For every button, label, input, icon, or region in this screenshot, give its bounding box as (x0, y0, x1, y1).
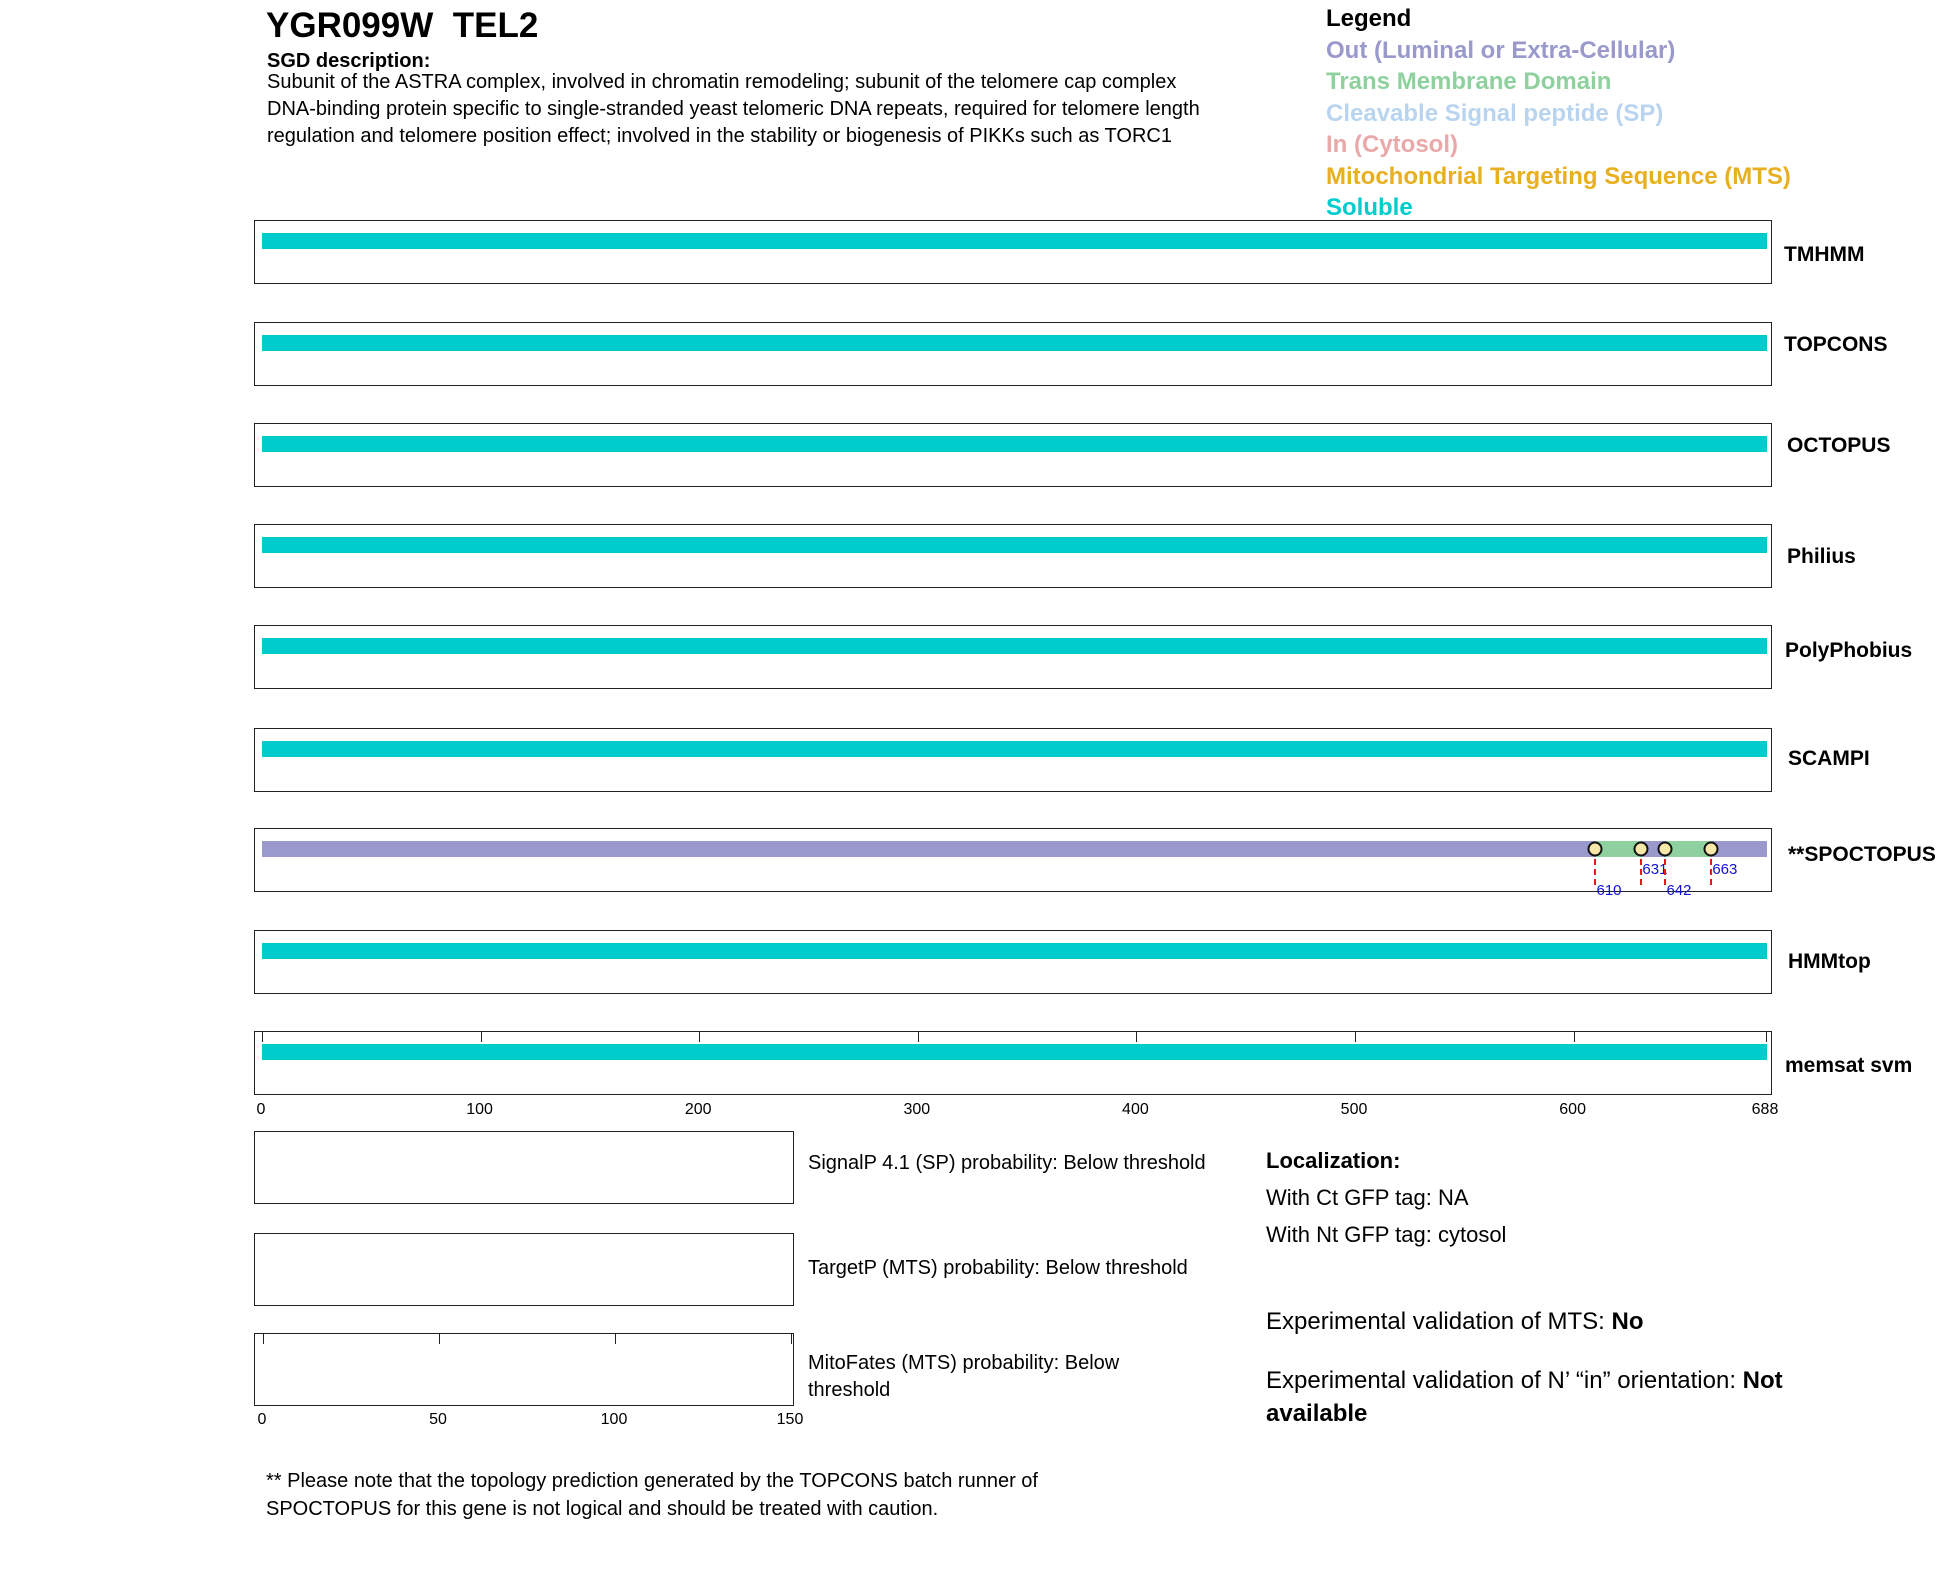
track-box (254, 423, 1772, 487)
boundary-marker (1588, 842, 1603, 857)
legend-title: Legend (1326, 5, 1412, 32)
track-label: SCAMPI (1788, 747, 1870, 770)
orientation-validation-label: Experimental validation of N’ “in” orientation: (1266, 1367, 1743, 1394)
localization-nt: With Nt GFP tag: cytosol (1266, 1222, 1507, 1247)
track-box (254, 828, 1772, 899)
track-bar (262, 233, 1767, 249)
axis-tick (1766, 1032, 1767, 1042)
axis-tick (263, 1334, 264, 1344)
axis-tick (918, 1032, 919, 1042)
axis-tick (615, 1334, 616, 1344)
axis-tick (699, 1032, 700, 1042)
legend-item-mts: Mitochondrial Targeting Sequence (MTS) (1326, 163, 1791, 190)
track-segment-out (262, 841, 1596, 857)
axis-tick (1574, 1032, 1575, 1042)
boundary-marker (1658, 842, 1673, 857)
mts-validation-label: Experimental validation of MTS: (1266, 1308, 1612, 1335)
track-bar (262, 841, 1767, 899)
boundary-position-label: 631 (1642, 861, 1668, 878)
boundary-position-label: 610 (1596, 882, 1622, 899)
localization-ct: With Ct GFP tag: NA (1266, 1185, 1469, 1210)
axis-tick (1136, 1032, 1137, 1042)
legend-item-soluble: Soluble (1326, 194, 1413, 221)
track-segment-soluble (262, 233, 1767, 249)
track-bar (262, 1044, 1767, 1060)
mts-validation (1266, 1305, 1826, 1338)
axis-tick-label: 100 (466, 1101, 493, 1118)
mitofates-plot (254, 1333, 794, 1406)
axis-tick-label: 500 (1340, 1101, 1368, 1118)
track-label: Philius (1787, 545, 1856, 568)
localization-heading: Localization: (1266, 1148, 1401, 1173)
track-bar (262, 943, 1767, 959)
axis-tick-label: 50 (429, 1411, 447, 1428)
track-segment-soluble (262, 335, 1767, 351)
track-box (254, 728, 1772, 792)
track-label: TMHMM (1784, 243, 1865, 266)
track-box (254, 625, 1772, 689)
boundary-position-label: 663 (1712, 861, 1738, 878)
axis-tick (439, 1334, 440, 1344)
track-label: memsat svm (1785, 1054, 1913, 1077)
sgd-description-heading: SGD description: (267, 50, 431, 72)
footnote: ** Please note that the topology prediction generated by the TOPCONS batch runner of SPOCTOPUS for this gene is not logical and should be treated with caution. (266, 1470, 1038, 1520)
axis-tick-label: 150 (776, 1411, 804, 1428)
track-box (254, 220, 1772, 284)
signalp-label: SignalP 4.1 (SP) probability: Below threshold (808, 1152, 1206, 1174)
targetp-label: TargetP (MTS) probability: Below threshold (808, 1257, 1188, 1279)
track-box (254, 524, 1772, 588)
axis-tick-label: 200 (684, 1101, 712, 1118)
axis-tick-label: 600 (1559, 1101, 1586, 1118)
sgd-description-line: DNA-binding protein specific to single-stranded yeast telomeric DNA repeats, required for telomere length (267, 98, 1200, 120)
legend-item-tm: Trans Membrane Domain (1326, 68, 1612, 95)
track-label: OCTOPUS (1787, 434, 1891, 457)
mts-validation-value: No (1611, 1308, 1644, 1335)
track-segment-soluble (262, 1044, 1767, 1060)
track-label: HMMtop (1788, 950, 1871, 973)
track-box (254, 1031, 1772, 1095)
track-segment-soluble (262, 638, 1767, 654)
signalp-plot (254, 1131, 794, 1204)
axis-tick (481, 1032, 482, 1042)
track-bar (262, 335, 1767, 351)
track-segment-soluble (262, 436, 1767, 452)
legend-item-sp: Cleavable Signal peptide (SP) (1326, 100, 1664, 127)
legend-item-out: Out (Luminal or Extra-Cellular) (1326, 37, 1676, 64)
track-segment-soluble (262, 943, 1767, 959)
axis-tick (791, 1334, 792, 1344)
orientation-validation (1266, 1364, 1826, 1430)
track-label: **SPOCTOPUS (1788, 843, 1936, 866)
track-label: PolyPhobius (1785, 639, 1913, 662)
track-label: TOPCONS (1784, 333, 1888, 356)
track-segment-out (1712, 841, 1767, 857)
sgd-description-line: Subunit of the ASTRA complex, involved in chromatin remodeling; subunit of the telomere cap complex (267, 71, 1177, 93)
axis-tick-label: 300 (903, 1101, 931, 1118)
axis-tick (262, 1032, 263, 1042)
track-bar (262, 741, 1767, 757)
boundary-marker (1634, 842, 1649, 857)
track-box (254, 930, 1772, 994)
boundary-marker (1704, 842, 1719, 857)
axis-tick-label: 0 (257, 1411, 267, 1428)
legend-item-in: In (Cytosol) (1326, 131, 1458, 158)
track-segment-soluble (262, 537, 1767, 553)
axis-tick-label: 400 (1122, 1101, 1149, 1118)
track-bar (262, 537, 1767, 553)
track-bar (262, 638, 1767, 654)
axis-tick (1355, 1032, 1356, 1042)
mitofates-label: MitoFates (MTS) probability: Below threshold (808, 1352, 1120, 1401)
sgd-description-line: regulation and telomere position effect; involved in the stability or biogenesis of PIKKs such as TORC1 (267, 125, 1172, 147)
orientation-validation-value: Not available (1266, 1367, 1783, 1427)
axis-tick-label: 0 (256, 1101, 266, 1118)
track-box (254, 322, 1772, 386)
gene-title: YGR099W TEL2 (266, 6, 539, 45)
targetp-plot (254, 1233, 794, 1306)
axis-tick-label: 100 (600, 1411, 628, 1428)
axis-tick-label: 688 (1751, 1101, 1779, 1118)
boundary-position-label: 642 (1666, 882, 1692, 899)
track-segment-soluble (262, 741, 1767, 757)
track-bar (262, 436, 1767, 452)
